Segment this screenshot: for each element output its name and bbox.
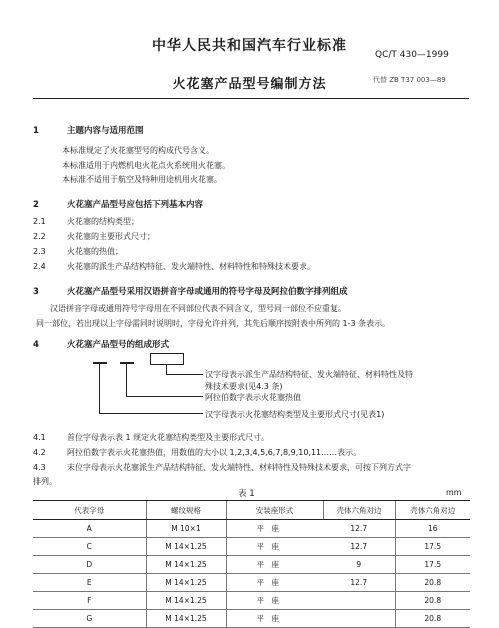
item-text: 火花塞的结构类型； xyxy=(67,217,139,226)
section-1-number: 1 xyxy=(33,126,39,136)
connector-line xyxy=(99,413,203,414)
standard-code: QC/T 430—1999 xyxy=(375,50,449,60)
section-3-title: 火花塞产品型号采用汉语拼音字母或通用的符号字母及阿拉伯数字排列组成 xyxy=(67,287,348,297)
section-2-title: 火花塞产品型号应包括下列基本内容 xyxy=(67,200,204,210)
table-row xyxy=(33,556,470,574)
table-cell-dim2: 20.8 xyxy=(395,574,470,592)
table-row xyxy=(33,520,470,538)
section-3-line: 同一部位，若出现以上字母需同时说明时，字母允许并列，其先后顺序按附表中所列的 1-3 条表示。 xyxy=(36,319,391,328)
position-box xyxy=(150,353,184,365)
clause-4-1 xyxy=(33,432,269,443)
clause-4-2 xyxy=(33,447,361,458)
table-cell-code: C xyxy=(33,538,146,556)
table-cell-thread: M 14×1.25 xyxy=(146,556,226,574)
table-header-row xyxy=(33,501,470,520)
section-3-number: 3 xyxy=(33,287,39,297)
table-cell-thread: M 14×1.25 xyxy=(146,610,226,628)
table-header-cell: 壳体六角对边 xyxy=(395,501,470,520)
table-cell-thread: M 14×1.25 xyxy=(146,592,226,610)
table-row xyxy=(33,592,470,610)
section-1-heading xyxy=(33,124,144,136)
table-cell-seat: 平 座 xyxy=(226,520,323,538)
connector-line xyxy=(126,363,127,396)
clause-4-3-cont: 排列。 xyxy=(33,477,57,486)
item-number: 2.4 xyxy=(33,262,46,271)
table-cell-dim1 xyxy=(323,592,395,610)
section-2-heading xyxy=(33,198,203,210)
table-cell-dim2: 20.8 xyxy=(395,610,470,628)
standard-title: 中华人民共和国汽车行业标准 xyxy=(152,38,347,54)
table-cell-dim2: 16 xyxy=(395,520,470,538)
table-cell-seat: 平 座 xyxy=(226,538,323,556)
table-cell-seat: 平 座 xyxy=(226,610,323,628)
table-cell-dim1 xyxy=(323,610,395,628)
table-cell-code: G xyxy=(33,610,146,628)
table-cell-dim2: 17.5 xyxy=(395,556,470,574)
clause-text: 阿拉伯数字表示火花塞热值，用数值的大小以 1,2,3,4,5,6,7,8,9,10,11……表示。 xyxy=(67,448,362,457)
table-header-cell: 螺纹规格 xyxy=(146,501,226,520)
connector-line xyxy=(126,396,203,397)
legend-suffix-letters: 汉字母表示派生产品结构特征、发火端特征、材料特性及特 xyxy=(205,370,413,379)
clause-4-3 xyxy=(33,462,411,473)
section-3-heading xyxy=(33,285,348,297)
table-cell-code: E xyxy=(33,574,146,592)
connector-line xyxy=(166,374,203,375)
item-text: 火花塞的派生产品结构特征、发火端特性、材料特性和特殊技术要求。 xyxy=(67,262,315,271)
table-cell-code: D xyxy=(33,556,146,574)
section-1-title: 主题内容与适用范围 xyxy=(67,126,144,136)
section-2-item xyxy=(33,261,315,272)
legend-structure-type: 汉字母表示火花塞结构类型及主要形式尺寸(见表1) xyxy=(205,410,385,419)
table-cell-thread: M 14×1.25 xyxy=(146,574,226,592)
item-text: 火花塞的主要形式尺寸； xyxy=(67,232,155,241)
clause-number: 4.2 xyxy=(33,448,46,457)
connector-line xyxy=(99,363,100,413)
section-3-line: 汉语拼音字母或通用符号字母用在不同部位代表不同含义，型号同一部位不应重复。 xyxy=(50,304,346,313)
section-1-line: 本标准适用于内燃机电火花点火系统用火花塞。 xyxy=(62,161,230,170)
table-header-cell: 壳体六角对边 xyxy=(323,501,395,520)
section-4-number: 4 xyxy=(33,340,39,350)
connector-line xyxy=(166,365,167,374)
table-cell-code: A xyxy=(33,520,146,538)
table-header-cell: 安装座形式 xyxy=(226,501,323,520)
item-number: 2.3 xyxy=(33,247,46,256)
table-cell-code: F xyxy=(33,592,146,610)
document-title: 火花塞产品型号编制方法 xyxy=(172,77,327,92)
item-number: 2.1 xyxy=(33,217,46,226)
table-cell-dim1: 9 xyxy=(323,556,395,574)
section-2-number: 2 xyxy=(33,200,39,210)
section-2-item xyxy=(33,231,155,242)
legend-suffix-letters-cont: 殊技术要求(见4.3 条) xyxy=(205,382,283,391)
section-1-line: 本标准规定了火花塞型号的构成代号含义。 xyxy=(62,146,214,155)
table-row xyxy=(33,610,470,628)
table-row xyxy=(33,538,470,556)
section-2-item xyxy=(33,216,139,227)
clause-number: 4.1 xyxy=(33,433,46,442)
table-cell-dim2: 17.5 xyxy=(395,538,470,556)
table-header-cell: 代表字母 xyxy=(33,501,146,520)
clause-text: 末位字母表示火花塞派生产品结构特征、发火端特性、材料特性及特殊技术要求，可按下列方式字 xyxy=(67,463,411,472)
table-cell-seat: 平 座 xyxy=(226,592,323,610)
clause-text: 首位字母表示表 1 规定火花塞结构类型及主要形式尺寸。 xyxy=(67,433,270,442)
table-cell-dim2: 20.8 xyxy=(395,592,470,610)
table-1 xyxy=(33,500,470,628)
item-number: 2.2 xyxy=(33,232,46,241)
table-cell-dim1: 12.7 xyxy=(323,520,395,538)
item-text: 火花塞的热值； xyxy=(67,247,123,256)
table-1-unit: mm xyxy=(446,488,462,497)
section-4-heading xyxy=(33,338,169,350)
replaces-note: 代替 ZB T37 003—89 xyxy=(373,76,446,84)
table-cell-seat: 平 座 xyxy=(226,574,323,592)
table-cell-thread: M 14×1.25 xyxy=(146,538,226,556)
clause-number: 4.3 xyxy=(33,463,46,472)
table-1-caption: 表 1 xyxy=(238,489,255,499)
header-rule xyxy=(33,98,469,99)
table-cell-dim1: 12.7 xyxy=(323,574,395,592)
table-cell-thread: M 10×1 xyxy=(146,520,226,538)
section-2-item xyxy=(33,246,123,257)
section-1-line: 本标准不适用于航空及特种用途机用火花塞。 xyxy=(62,175,222,184)
table-cell-dim1: 12.7 xyxy=(323,538,395,556)
legend-heat-value: 阿拉伯数字表示火花塞热值 xyxy=(205,393,301,402)
table-row xyxy=(33,574,470,592)
section-4-title: 火花塞产品型号的组成形式 xyxy=(67,340,170,350)
table-cell-seat: 平 座 xyxy=(226,556,323,574)
